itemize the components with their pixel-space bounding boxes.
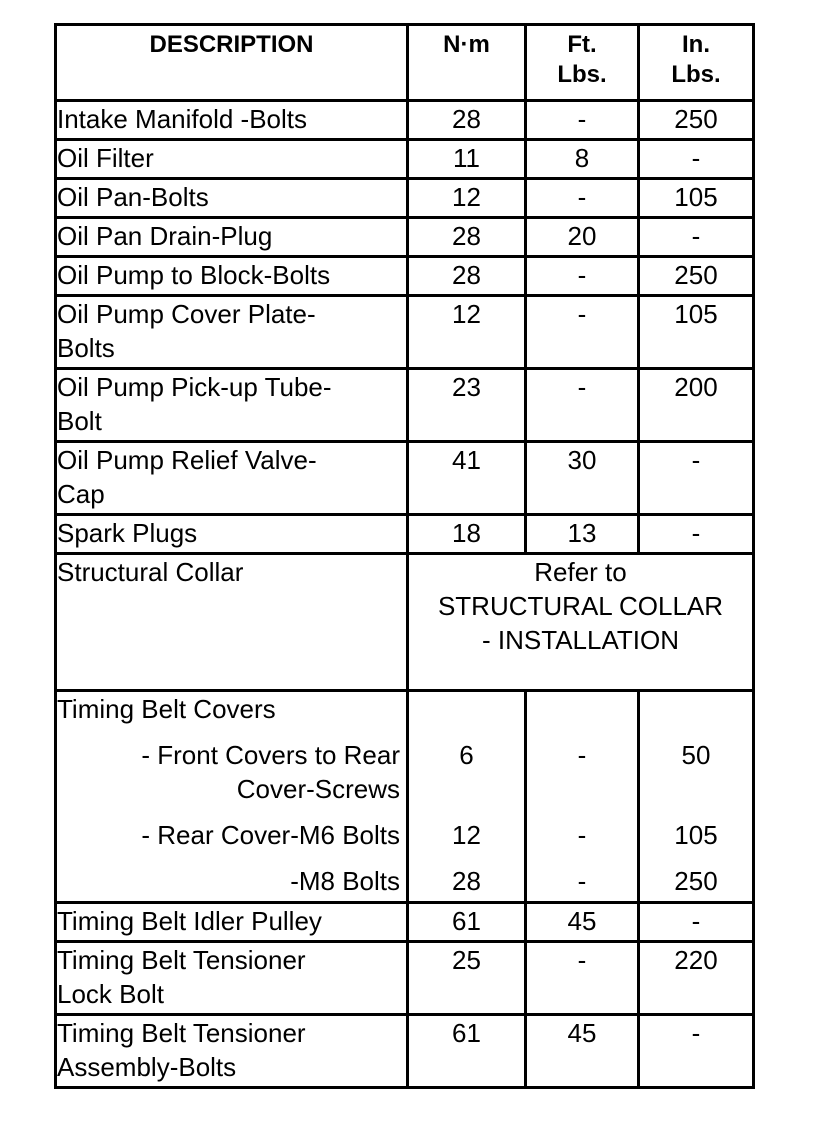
row-description-line2: Bolt [57,406,102,436]
row-ft-lbs: 20 [526,218,639,257]
header-description: DESCRIPTION [56,25,408,101]
row-description: Spark Plugs [56,515,408,554]
row-description-line2: Bolts [57,333,115,363]
row-ft-lbs: 45 [526,1015,639,1088]
row-nm: 12 [408,296,526,369]
table-row [56,1015,754,1088]
sub-in: 105 [674,820,718,850]
table-row [56,369,754,442]
header-ft-line2: Lbs. [557,61,607,88]
row-description: Timing Belt Idler Pulley [56,903,408,942]
row-description: Oil Pump to Block-Bolts [56,257,408,296]
row-ft-lbs: - [526,369,639,442]
sub-in: 50 [681,740,711,770]
sub-nm: 12 [452,820,481,850]
structural-collar-reference [408,554,754,691]
row-ft-lbs: 8 [526,140,639,179]
sub-item-line1: -M8 Bolts [290,866,400,896]
row-in-lbs: - [639,903,754,942]
header-row [56,25,754,101]
row-description [56,942,408,1015]
row-nm: 25 [408,942,526,1015]
row-nm: 28 [408,218,526,257]
row-description [56,442,408,515]
row-description: Oil Pan Drain-Plug [56,218,408,257]
row-ft-lbs [526,691,639,903]
row-description-line2: Assembly-Bolts [57,1052,237,1082]
row-description: Intake Manifold -Bolts [56,101,408,140]
row-nm: 61 [408,1015,526,1088]
row-nm: 61 [408,903,526,942]
table-row [56,101,754,140]
table-row [56,218,754,257]
row-description-line2: Cap [57,479,105,509]
header-ft-line1: Ft. [567,31,597,58]
row-ft-lbs: 45 [526,903,639,942]
row-description-line1: Oil Pump Relief Valve- [57,445,317,475]
table-row [56,296,754,369]
row-ft-lbs: - [526,101,639,140]
row-in-lbs: - [639,515,754,554]
refer-line3: - INSTALLATION [482,625,679,655]
row-in-lbs: - [639,442,754,515]
row-nm: 41 [408,442,526,515]
table-row [56,257,754,296]
row-description [56,1015,408,1088]
table-row [56,442,754,515]
table-row [56,140,754,179]
row-nm [408,691,526,903]
row-in-lbs [639,691,754,903]
row-description-line1: Timing Belt Tensioner [57,1018,306,1048]
row-description: Oil Filter [56,140,408,179]
row-in-lbs: - [639,1015,754,1088]
row-nm: 23 [408,369,526,442]
table-row-structural-collar [56,554,754,691]
sub-item-line1: - Front Covers to Rear [141,740,400,770]
row-description [56,691,408,903]
row-description: Oil Pan-Bolts [56,179,408,218]
row-description-line1: Oil Pump Cover Plate- [57,299,316,329]
row-in-lbs: 220 [639,942,754,1015]
sub-nm: 6 [459,740,474,770]
row-nm: 28 [408,257,526,296]
row-nm: 11 [408,140,526,179]
row-description [56,296,408,369]
header-ft-lbs [526,25,639,101]
header-in-line2: Lbs. [671,61,721,88]
sub-in: 250 [674,866,718,896]
refer-line1: Refer to [534,557,627,587]
table-row [56,515,754,554]
header-in-lbs [639,25,754,101]
sub-ft: - [577,820,587,850]
row-ft-lbs: - [526,257,639,296]
header-in-line1: In. [682,31,710,58]
table-row-timing-belt-covers [56,691,754,903]
sub-ft: - [577,740,587,770]
row-in-lbs: - [639,218,754,257]
row-in-lbs: 105 [639,296,754,369]
header-nm: N·m [408,25,526,101]
sub-item-line2: Cover-Screws [236,774,400,804]
row-nm: 18 [408,515,526,554]
refer-line2: STRUCTURAL COLLAR [437,591,724,621]
table-row [56,942,754,1015]
sub-nm: 28 [452,866,481,896]
row-in-lbs: 250 [639,257,754,296]
row-description: Structural Collar [56,554,408,691]
row-ft-lbs: - [526,179,639,218]
row-description-line2: Lock Bolt [57,979,164,1009]
row-ft-lbs: 13 [526,515,639,554]
row-description-line1: Timing Belt Tensioner [57,945,306,975]
row-in-lbs: - [639,140,754,179]
table-row [56,903,754,942]
row-description-line1: Oil Pump Pick-up Tube- [57,372,332,402]
sub-ft: - [577,866,587,896]
row-ft-lbs: - [526,942,639,1015]
row-ft-lbs: - [526,296,639,369]
row-ft-lbs: 30 [526,442,639,515]
row-in-lbs: 200 [639,369,754,442]
row-in-lbs: 250 [639,101,754,140]
row-description [56,369,408,442]
table-row [56,179,754,218]
timing-covers-title: Timing Belt Covers [57,694,276,724]
row-in-lbs: 105 [639,179,754,218]
sub-item-line1: - Rear Cover-M6 Bolts [141,820,400,850]
row-nm: 28 [408,101,526,140]
torque-specification-table [54,23,755,1089]
row-nm: 12 [408,179,526,218]
